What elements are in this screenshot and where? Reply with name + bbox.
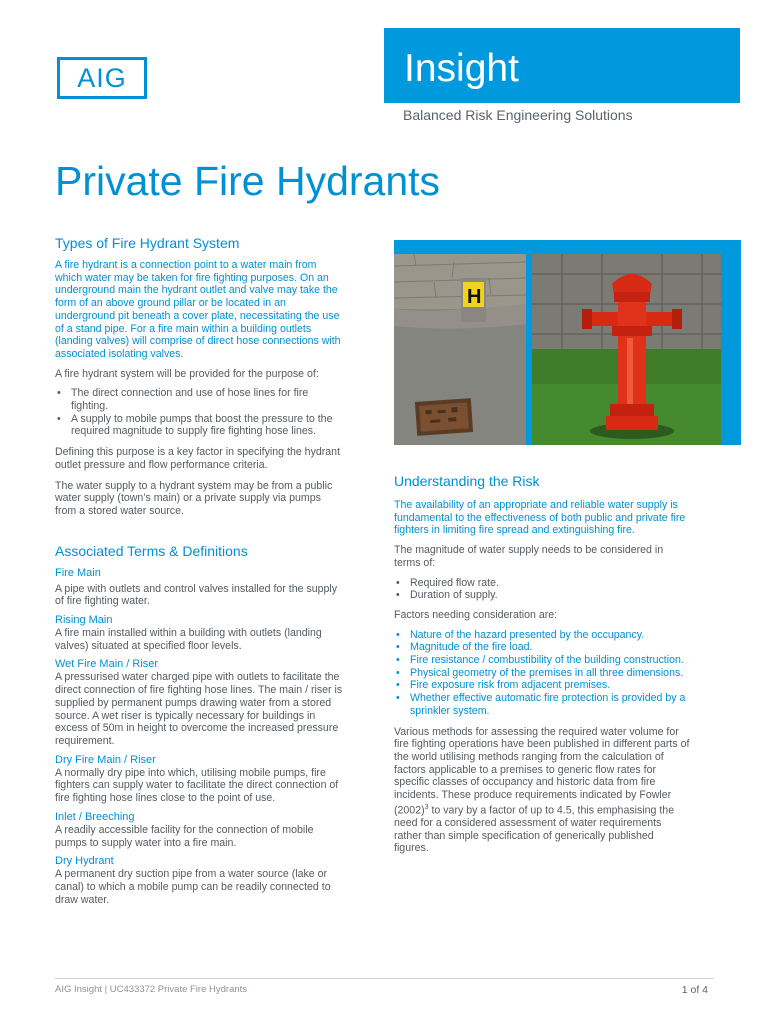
supply-paragraph: The water supply to a hydrant system may be from a public water supply (town’s main) or a private supply via pumps from a stored water source.	[55, 479, 333, 517]
document-title: Private Fire Hydrants	[55, 158, 441, 204]
hydrant-sign-letter: H	[467, 286, 482, 308]
term-definition: A normally dry pipe into which, utilising mobile pumps, fire fighters can supply water to facilitate the direct connection of fire fighting hose lines close to the point of use.	[55, 766, 339, 805]
purpose-intro: A fire hydrant system will be provided for the purpose of:	[55, 367, 319, 380]
methods-text: Various methods for assessing the required water volume for fire fighting operations have been published in different parts of the world utilising methods ranging from the calculation of factors applicable to a premises to generic flow rates for specific classes of occupancy and historic data from fire incidents. These produce requirements indicated by Fowler (2002)	[394, 725, 690, 817]
types-lead: A fire hydrant is a connection point to a water main from which water may be taken for fire fighting purposes. On an underground main the hydrant outlet and valve may take the form of an above ground pillar or be located in an underground pit beneath a cover plate, necessitating the use of a stand pipe. For a fire main within a building outlets (landing valves) will comprise of direct hose connections with associated isolating valves.	[55, 259, 341, 360]
hydrant-cover-photo	[394, 254, 526, 445]
list-item: • Magnitude of the fire load.	[410, 641, 690, 654]
term-name: Fire Main	[55, 566, 101, 579]
insight-banner	[384, 28, 740, 103]
factors-list	[394, 629, 690, 718]
magnitude-intro: The magnitude of water supply needs to be considered in terms of:	[394, 544, 664, 569]
purpose-list	[55, 387, 345, 438]
footer-reference: AIG Insight | UC433372 Private Fire Hydrants	[55, 984, 248, 995]
list-item: • A supply to mobile pumps that boost the pressure to the required magnitude to supply fire fighting hose lines.	[71, 413, 345, 438]
list-item: • Physical geometry of the premises in all three dimensions.	[410, 667, 690, 680]
risk-heading: Understanding the Risk	[394, 473, 540, 489]
methods-text-cont: to vary by a factor of up to 4.5, this emphasising the need for a considered assessment of water requirements rather than simple specification of generically published figures.	[394, 804, 675, 855]
list-item: • Fire exposure risk from adjacent premises.	[410, 679, 690, 692]
list-item: • The direct connection and use of hose lines for fire fighting.	[71, 387, 345, 412]
term-name: Rising Main	[55, 614, 113, 627]
methods-paragraph	[394, 726, 690, 856]
red-pillar-hydrant-photo	[532, 254, 721, 445]
term-definition: A fire main installed within a building with outlets (landing valves) situated at specified floor levels.	[55, 627, 322, 652]
term-name: Inlet / Breeching	[55, 810, 135, 823]
term-block	[55, 754, 345, 805]
term-name: Dry Fire Main / Riser	[55, 753, 156, 766]
magnitude-list	[394, 577, 690, 602]
term-definition: A pressurised water charged pipe with outlets to facilitate the direct connection of fire fighting hose lines. The main / riser is supplied by permanent pumps drawing water from a stored source. A wet riser is typically necessary for buildings in excess of 50m in height to overcome the increased pressure requirement.	[55, 671, 343, 747]
right-column	[394, 472, 690, 855]
term-definition: A readily accessible facility for the connection of mobile pumps to supply water into a fire main.	[55, 823, 314, 849]
term-block	[55, 855, 345, 906]
list-item: • Required flow rate.	[410, 577, 690, 590]
types-heading: Types of Fire Hydrant System	[55, 235, 240, 251]
page-number: 1 of 4	[681, 984, 708, 996]
term-block	[55, 567, 345, 608]
term-name: Wet Fire Main / Riser	[55, 658, 159, 671]
term-name: Dry Hydrant	[55, 855, 114, 868]
list-item: • Duration of supply.	[410, 589, 690, 602]
footer-divider	[55, 978, 714, 979]
term-block	[55, 658, 345, 747]
terms-heading: Associated Terms & Definitions	[55, 542, 248, 559]
list-item: • Whether effective automatic fire protection is provided by a sprinkler system.	[410, 692, 690, 717]
factors-intro: Factors needing consideration are:	[394, 608, 558, 621]
hydrant-photos	[394, 240, 741, 445]
insight-title: Insight	[404, 47, 519, 90]
aig-logo: AIG	[57, 57, 147, 99]
defining-paragraph: Defining this purpose is a key factor in specifying the hydrant outlet pressure and flow performance criteria.	[55, 446, 341, 471]
list-item: • Nature of the hazard presented by the occupancy.	[410, 629, 690, 642]
term-definition: A pipe with outlets and control valves installed for the supply of fire fighting water.	[55, 582, 338, 608]
term-block	[55, 614, 345, 652]
term-block	[55, 811, 345, 849]
risk-lead: The availability of an appropriate and reliable water supply is fundamental to the effectiveness of both public and private fire fighters in limiting fire spread and extinguishing fire.	[394, 499, 686, 537]
list-item: • Fire resistance / combustibility of the building construction.	[410, 654, 690, 667]
tagline: Balanced Risk Engineering Solutions	[403, 107, 633, 123]
term-definition: A permanent dry suction pipe from a water source (lake or canal) to which a mobile pump can be readily connected to draw water.	[55, 868, 331, 906]
footnote-ref: 3	[424, 803, 429, 811]
left-column	[55, 234, 345, 906]
